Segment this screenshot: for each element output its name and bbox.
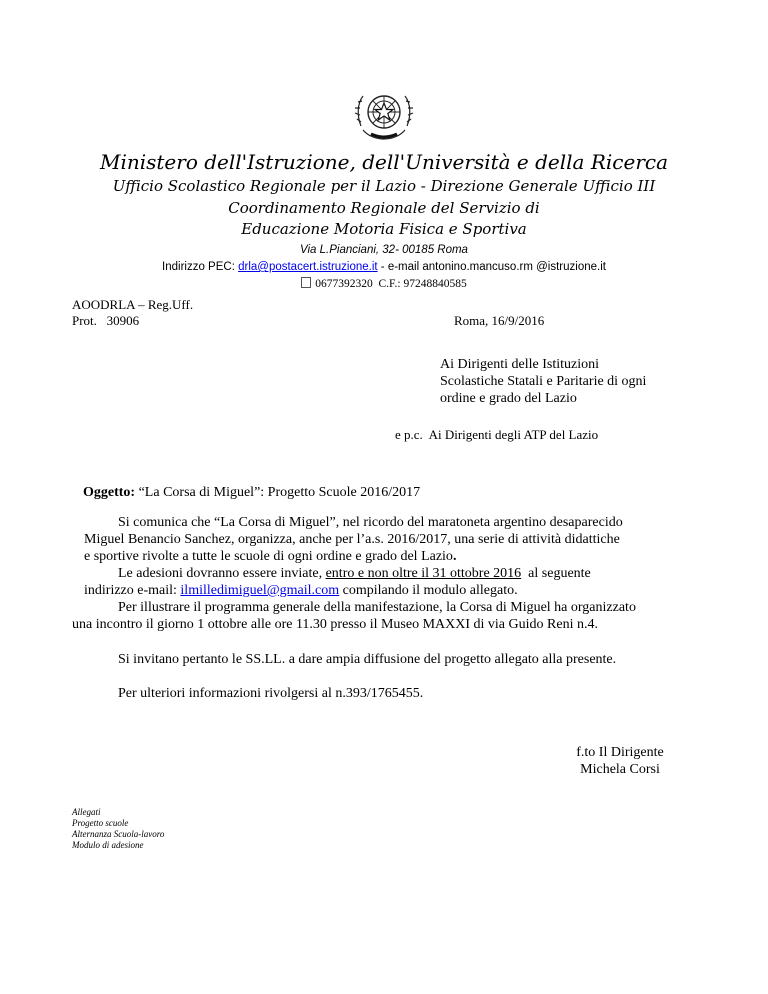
- body-line: Si comunica che “La Corsa di Miguel”, nel ricordo del maratoneta argentino desaparecido: [118, 515, 623, 530]
- tax-code: C.F.: 97248840585: [378, 278, 467, 290]
- pec-email-link[interactable]: drla@postacert.istruzione.it: [238, 261, 378, 273]
- contact-email-link[interactable]: ilmilledimiguel@gmail.com: [180, 583, 340, 598]
- office-title: Ufficio Scolastico Regionale per il Lazio - Direzione Generale Ufficio III: [112, 177, 656, 195]
- body-paragraph: Per ulteriori informazioni rivolgersi al n.393/1765455.: [118, 686, 424, 701]
- recipient-line: ordine e grado del Lazio: [440, 391, 577, 406]
- phone-number: 0677392320: [315, 278, 373, 290]
- signature: [540, 744, 700, 778]
- email-text: - e-mail antonino.mancuso.rm @istruzione.it: [377, 261, 606, 273]
- subject-text: “La Corsa di Miguel”: Progetto Scuole 2016/2017: [135, 485, 421, 500]
- recipients: [440, 356, 646, 407]
- body-line: Miguel Benancio Sanchez, organizza, anche per l’a.s. 2016/2017, una serie di attività didattiche: [84, 532, 620, 547]
- letter-body: [84, 514, 690, 616]
- attachment-item: Progetto scuole: [72, 818, 129, 828]
- attachments-list: [72, 807, 164, 851]
- subject-label: Oggetto:: [83, 485, 136, 500]
- place-date: Roma, 16/9/2016: [454, 313, 545, 328]
- coordination-title: Coordinamento Regionale del Servizio di: [228, 199, 540, 217]
- body-line: e sportive rivolte a tutte le scuole di ogni ordine e grado del Lazio.: [84, 549, 457, 564]
- subject-line: [83, 484, 420, 501]
- signature-name: Michela Corsi: [580, 762, 660, 777]
- protocol-number: Prot. 30906: [72, 313, 140, 328]
- signature-title: f.to Il Dirigente: [576, 745, 664, 760]
- italian-republic-emblem: [353, 82, 415, 146]
- cc-recipients: e p.c. Ai Dirigenti degli ATP del Lazio: [395, 427, 599, 442]
- attachment-item: Allegati: [72, 807, 101, 817]
- attachment-item: Modulo di adesione: [72, 840, 144, 850]
- body-line: una incontro il giorno 1 ottobre alle ore 11.30 presso il Museo MAXXI di via Guido Reni n.4.: [72, 617, 598, 632]
- protocol-register: AOODRLA – Reg.Uff.: [72, 297, 194, 312]
- pec-label: Indirizzo PEC:: [162, 261, 239, 273]
- body-line: Per illustrare il programma generale della manifestazione, la Corsa di Miguel ha organizzato: [118, 600, 636, 615]
- contact-line: [0, 261, 768, 273]
- body-line: Le adesioni dovranno essere inviate, entro e non oltre il 31 ottobre 2016 al seguente: [118, 566, 591, 581]
- body-line: indirizzo e-mail: ilmilledimiguel@gmail.com compilando il modulo allegato.: [84, 583, 518, 598]
- attachment-item: Alternanza Scuola-lavoro: [72, 829, 165, 839]
- phone-icon: [301, 277, 311, 288]
- phone-line: [0, 277, 768, 290]
- office-address: Via L.Pianciani, 32- 00185 Roma: [300, 244, 468, 256]
- deadline: entro e non oltre il 31 ottobre 2016: [325, 566, 522, 581]
- body-paragraph: Si invitano pertanto le SS.LL. a dare ampia diffusione del progetto allegato alla presente.: [118, 652, 617, 667]
- recipient-line: Scolastiche Statali e Paritarie di ogni: [440, 374, 647, 389]
- recipient-line: Ai Dirigenti delle Istituzioni: [440, 357, 600, 372]
- ministry-title: Ministero dell'Istruzione, dell'Università e della Ricerca: [99, 150, 669, 174]
- education-title: Educazione Motoria Fisica e Sportiva: [241, 220, 527, 238]
